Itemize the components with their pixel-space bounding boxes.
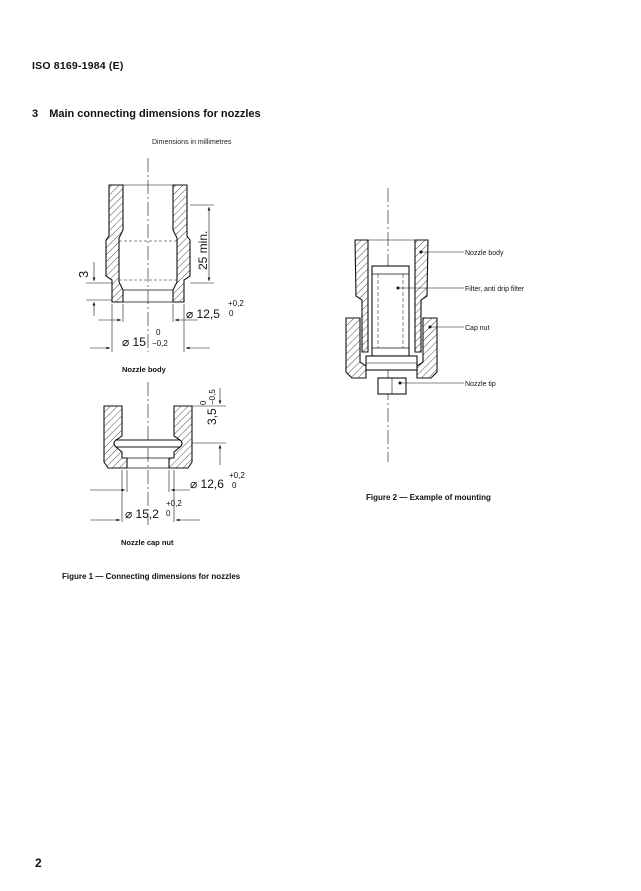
nozzle-body-caption: Nozzle body <box>122 365 166 374</box>
dim-d15: ⌀ 15 <box>122 335 146 349</box>
dim-d12-6-tol-upper: +0,2 <box>229 471 245 480</box>
nozzle-body-drawing <box>106 158 190 352</box>
dim-3-5-tol-upper: 0 <box>199 400 208 405</box>
dim-d12-5-tol-upper: +0,2 <box>228 299 244 308</box>
label-filter: Filter, anti drip filter <box>465 286 525 293</box>
label-nozzle-tip: Nozzle tip <box>465 381 496 388</box>
dim-d15-2-tol-lower: 0 <box>166 509 171 518</box>
document-header: ISO 8169-1984 (E) <box>32 60 124 72</box>
dim-d15-2: ⌀ 15,2 <box>125 507 159 521</box>
cap-nut-caption: Nozzle cap nut <box>121 538 174 547</box>
nozzle-body-dimensions <box>86 205 214 352</box>
figure2-caption: Figure 2 — Example of mounting <box>366 493 491 502</box>
dim-d12-6: ⌀ 12,6 <box>190 477 224 491</box>
dim-d15-2-tol-upper: +0,2 <box>166 499 182 508</box>
dim-3: 3 <box>76 270 91 278</box>
dim-25-min: 25 min. <box>196 230 210 270</box>
mounting-drawing <box>346 188 437 462</box>
section-title: Main connecting dimensions for nozzles <box>49 108 261 120</box>
dim-3-5-tol-lower: −0,5 <box>208 389 217 405</box>
dim-3-5: 3,5 <box>205 408 219 425</box>
figure1-caption: Figure 1 — Connecting dimensions for nozzles <box>62 572 241 581</box>
label-nozzle-body: Nozzle body <box>465 250 504 257</box>
section-number: 3 <box>32 108 39 120</box>
label-cap-nut: Cap nut <box>465 325 490 332</box>
dim-d15-tol-lower: −0,2 <box>152 339 168 348</box>
page-number: 2 <box>35 856 42 870</box>
dim-d12-5-tol-lower: 0 <box>229 309 234 318</box>
dim-d12-6-tol-lower: 0 <box>232 481 237 490</box>
dimensions-note: Dimensions in millimetres <box>152 139 232 146</box>
dim-d12-5: ⌀ 12,5 <box>186 307 220 321</box>
dim-d15-tol-upper: 0 <box>156 328 161 337</box>
